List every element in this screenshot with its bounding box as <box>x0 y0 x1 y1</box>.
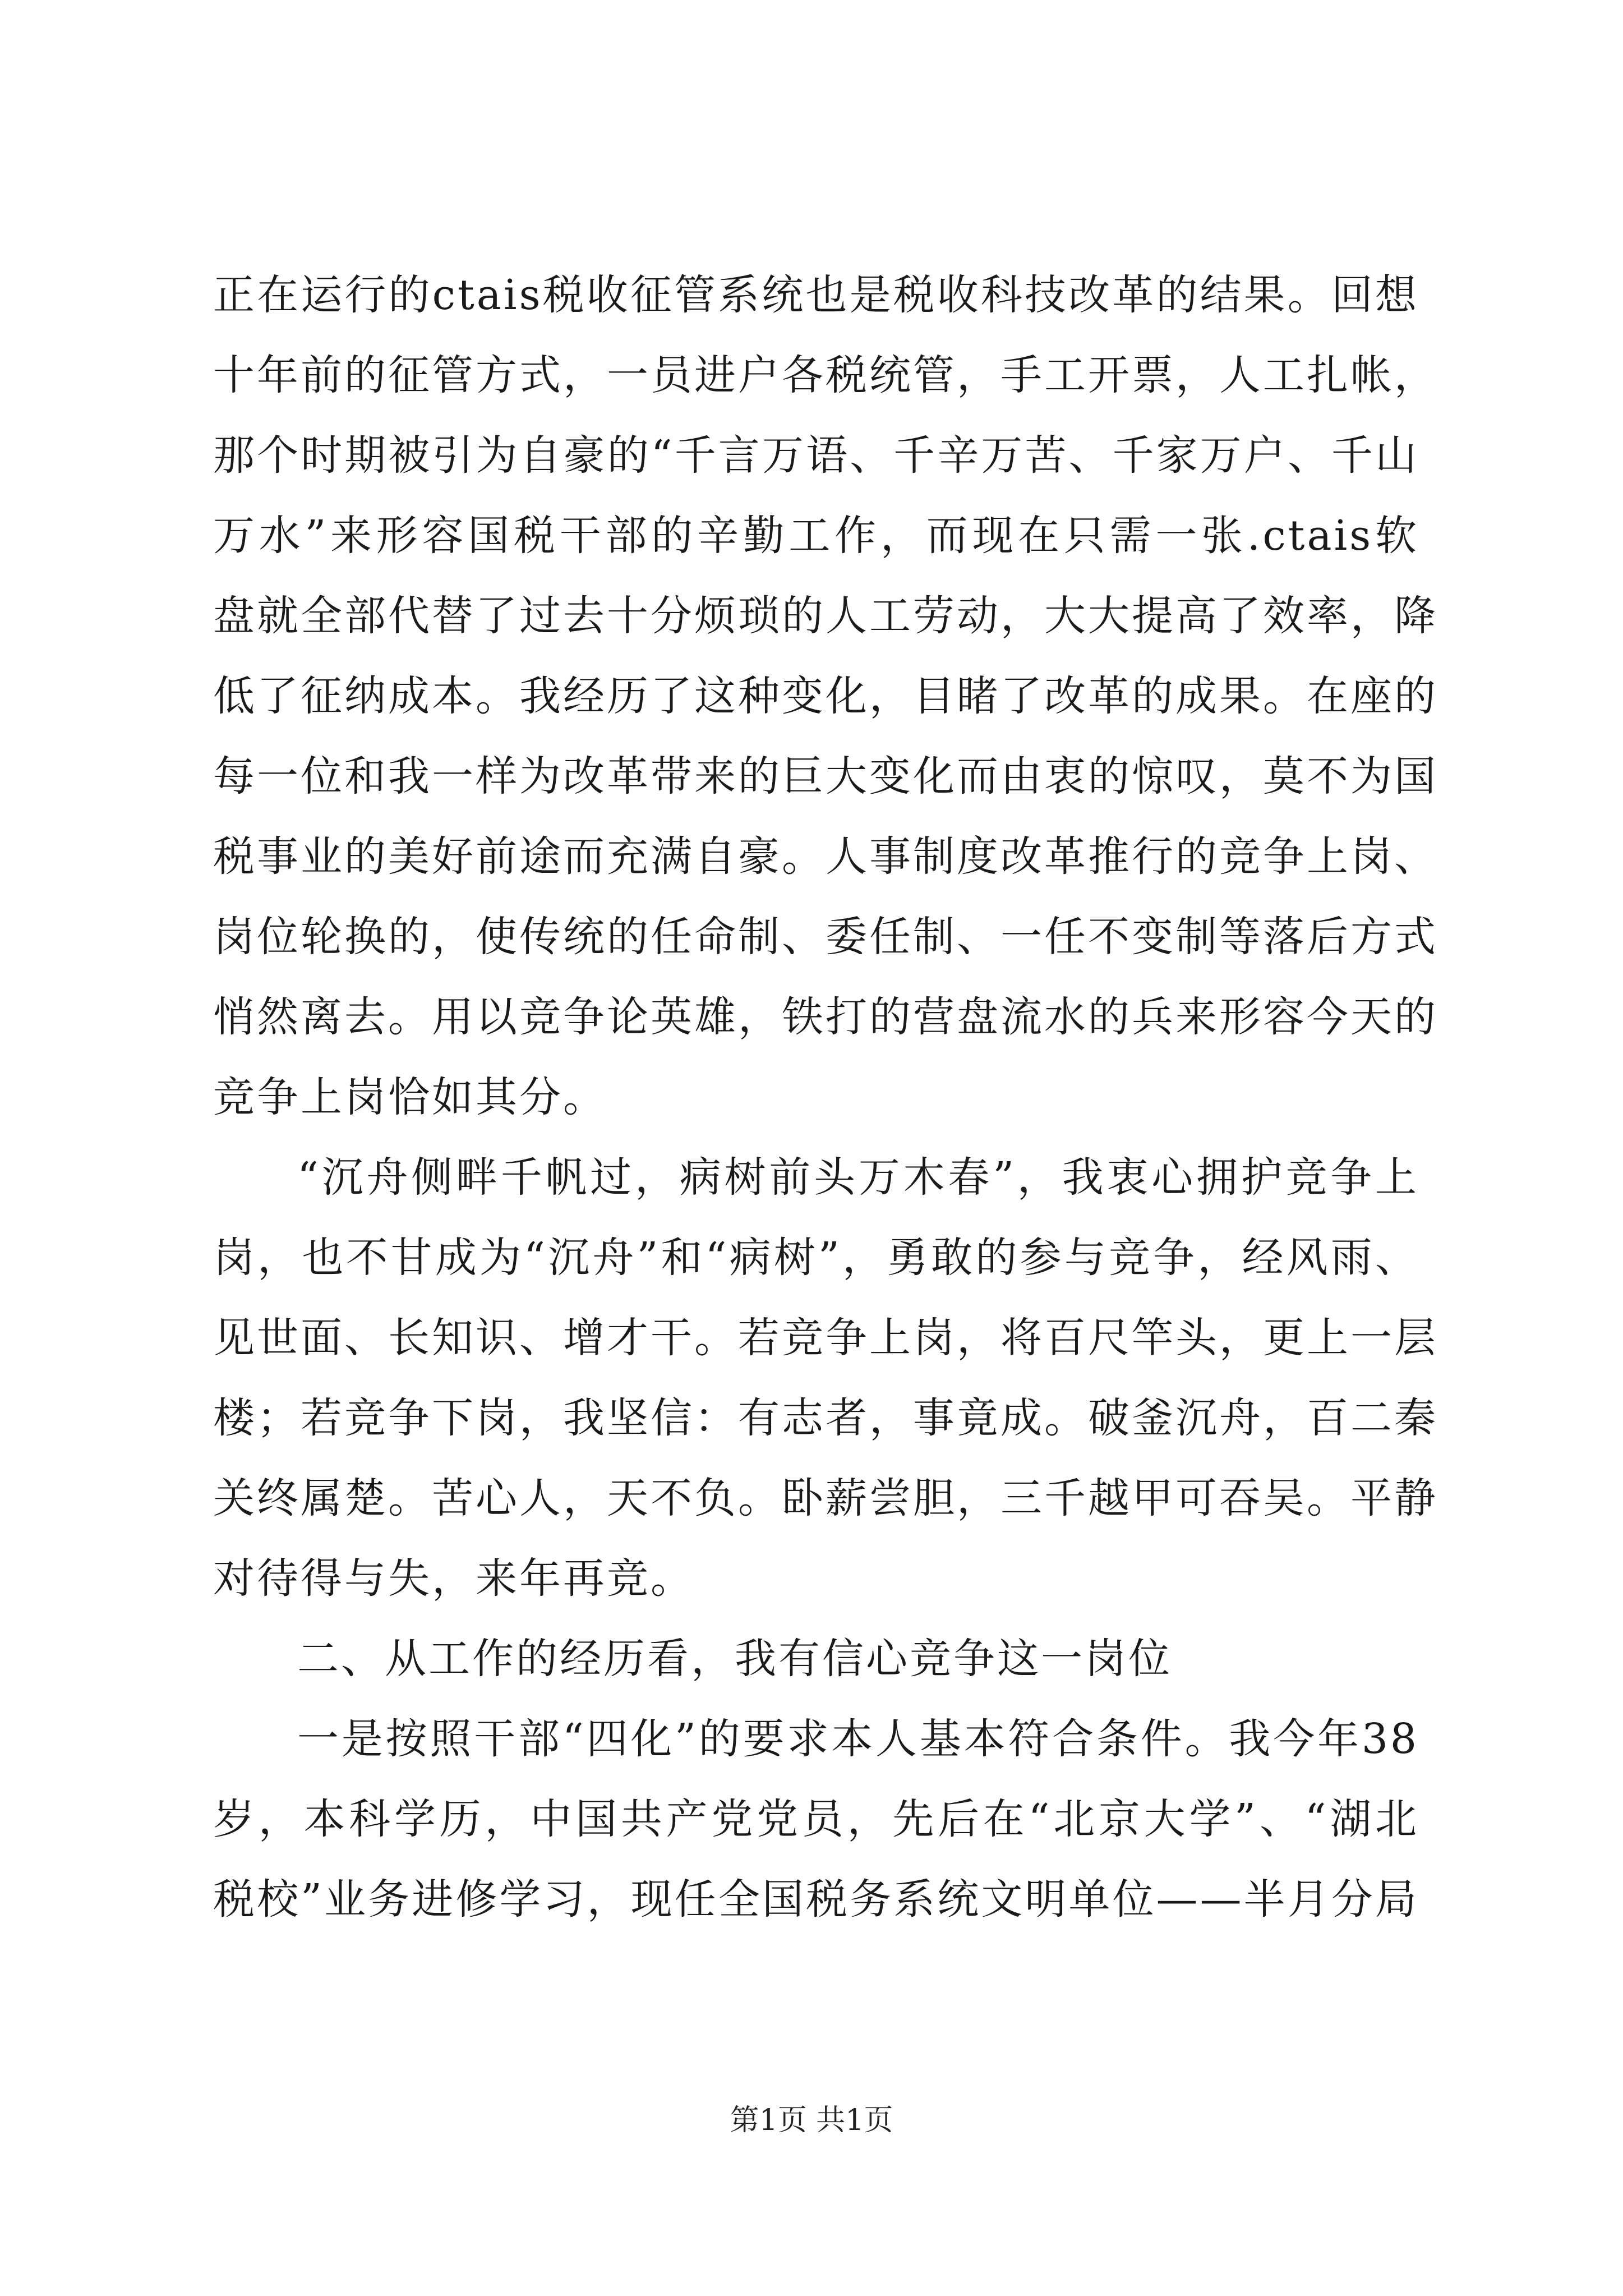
text-line: 低了征纳成本。我经历了这种变化，目睹了改革的成果。在座的 <box>213 672 1438 720</box>
text-line: 岗，也不甘成为“沉舟”和“病树”，勇敢的参与竞争，经风雨、 <box>213 1234 1419 1282</box>
page-number-label: 第1页 共1页 <box>730 2104 893 2137</box>
text-line: 盘就全部代替了过去十分烦琐的人工劳动，大大提高了效率，降 <box>213 592 1438 640</box>
document-body <box>213 255 1438 1940</box>
text-line: 每一位和我一样为改革带来的巨大变化而由衷的惊叹，莫不为国 <box>213 752 1438 800</box>
text-line: 对待得与失，来年再竞。 <box>213 1554 694 1603</box>
text-line: 那个时期被引为自豪的“千言万语、千辛万苦、千家万户、千山 <box>213 431 1419 480</box>
text-line: 竞争上岗恰如其分。 <box>213 1073 607 1121</box>
text-line: 正在运行的ctais税收征管系统也是税收科技改革的结果。回想 <box>213 271 1419 319</box>
text-line: 一是按照干部“四化”的要求本人基本符合条件。我今年38 <box>297 1715 1419 1763</box>
text-line: 万水”来形容国税干部的辛勤工作，而现在只需一张.ctais软 <box>213 512 1419 560</box>
text-line: “沉舟侧畔千帆过，病树前头万木春”，我衷心拥护竞争上 <box>297 1153 1419 1202</box>
text-line: 见世面、长知识、增才干。若竞争上岗，将百尺竿头，更上一层 <box>213 1314 1438 1362</box>
text-line: 税校”业务进修学习，现任全国税务系统文明单位——半月分局 <box>213 1875 1419 1924</box>
text-line: 十年前的征管方式，一员进户各税统管，手工开票，人工扎帐， <box>213 351 1438 399</box>
page-footer <box>0 2101 1623 2140</box>
text-line: 楼；若竞争下岗，我坚信：有志者，事竟成。破釜沉舟，百二秦 <box>213 1394 1438 1442</box>
text-line: 悄然离去。用以竞争论英雄，铁打的营盘流水的兵来形容今天的 <box>213 993 1438 1041</box>
text-line: 岗位轮换的，使传统的任命制、委任制、一任不变制等落后方式 <box>213 913 1438 961</box>
text-line: 岁，本科学历，中国共产党党员，先后在“北京大学”、“湖北 <box>213 1795 1419 1843</box>
text-line: 关终属楚。苦心人，天不负。卧薪尝胆，三千越甲可吞吴。平静 <box>213 1474 1438 1522</box>
text-line: 税事业的美好前途而充满自豪。人事制度改革推行的竞争上岗、 <box>213 832 1438 881</box>
section-heading: 二、从工作的经历看，我有信心竞争这一岗位 <box>297 1635 1172 1683</box>
